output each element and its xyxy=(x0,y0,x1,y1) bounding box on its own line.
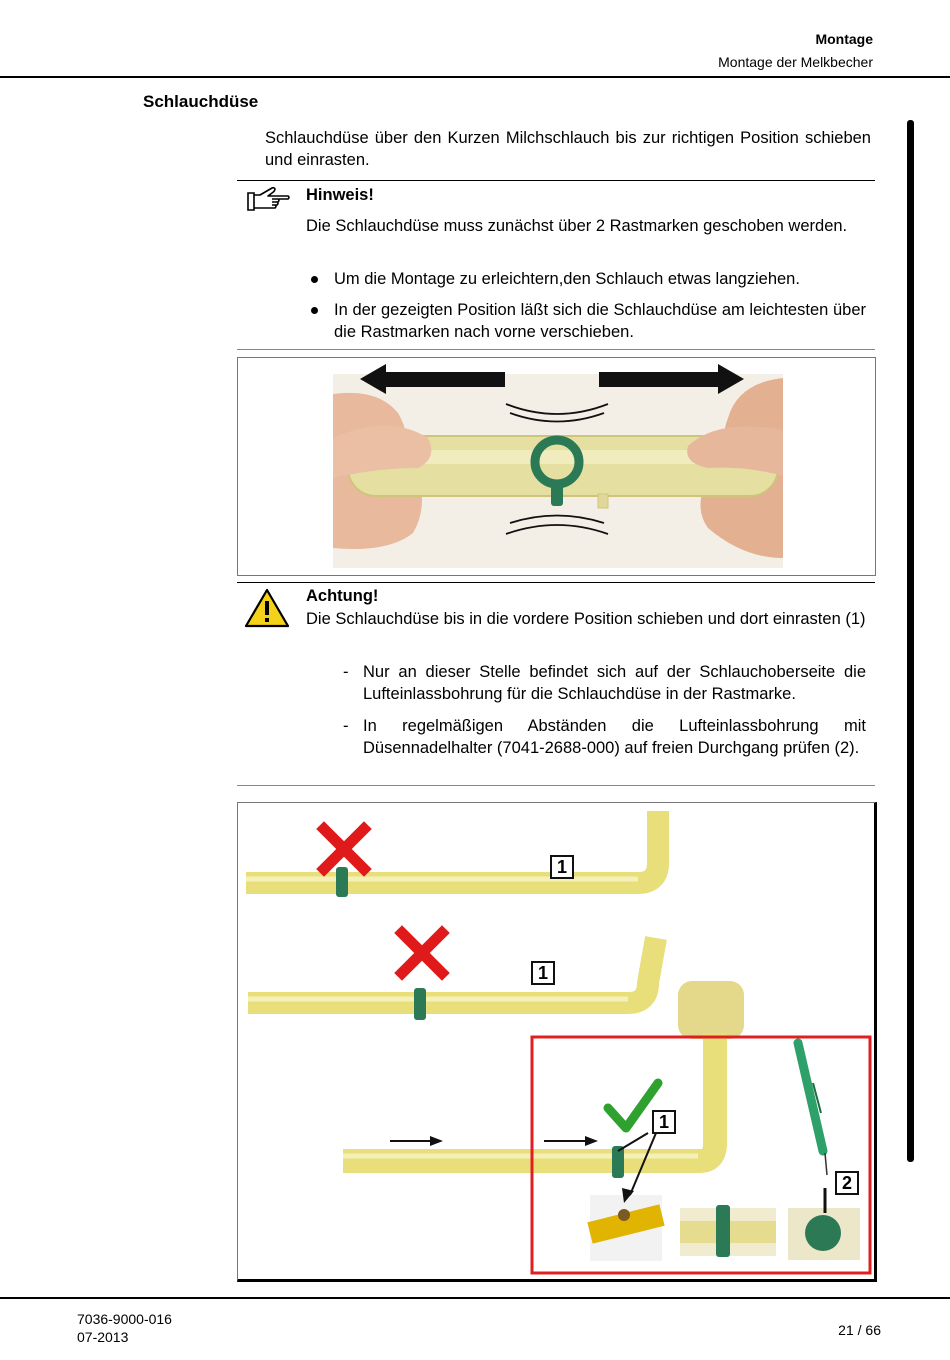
callout-1b: 1 xyxy=(531,961,555,985)
caution-top-rule xyxy=(237,582,875,583)
stretch-hose-illustration xyxy=(238,358,875,575)
footer-divider xyxy=(0,1297,950,1299)
caution-title: Achtung! xyxy=(306,587,379,605)
section-title: Schlauchdüse xyxy=(143,92,259,111)
hint-text: Die Schlauchdüse muss zunächst über 2 Rastmarken geschoben werden. xyxy=(306,217,848,235)
list-item: - In regelmäßigen Abständen die Lufteinlassbohrung mit Düsennadelhalter (7041-2688-000) auf freien Durchgang prüfen (2). xyxy=(343,715,866,759)
header-divider xyxy=(0,76,950,78)
callout-1a: 1 xyxy=(550,855,574,879)
caution-items xyxy=(343,661,866,769)
list-item: Um die Montage zu erleichtern,den Schlauch etwas langziehen. xyxy=(306,268,866,290)
caution-text: Die Schlauchdüse bis in die vordere Position schieben und dort einrasten (1) xyxy=(306,610,866,628)
figure-clip-positions xyxy=(237,802,877,1282)
intro-paragraph: Schlauchdüse über den Kurzen Milchschlauch bis zur richtigen Position schieben und einrasten. xyxy=(265,129,871,169)
list-item: In der gezeigten Position läßt sich die Schlauchdüse am leichtesten über die Rastmarken nach vorne verschieben. xyxy=(306,299,866,343)
callout-2: 2 xyxy=(835,1171,859,1195)
list-item: - Nur an dieser Stelle befindet sich auf der Schlauchoberseite die Lufteinlassbohrung für die Schlauchdüse in der Rastmarke. xyxy=(343,661,866,705)
header-subsection: Montage der Melkbecher xyxy=(718,54,873,70)
header-chapter: Montage xyxy=(815,31,873,47)
doc-date: 07-2013 xyxy=(77,1329,129,1345)
hint-bottom-rule xyxy=(237,349,875,350)
doc-number: 7036-9000-016 xyxy=(77,1311,172,1327)
page-number: 21 / 66 xyxy=(838,1322,881,1338)
change-bar xyxy=(907,120,914,1162)
hint-title: Hinweis! xyxy=(306,186,374,204)
caution-bottom-rule xyxy=(237,785,875,786)
callout-1c: 1 xyxy=(652,1110,676,1134)
hint-top-rule xyxy=(237,180,875,181)
hint-bullets xyxy=(306,268,866,352)
warning-triangle-icon xyxy=(244,588,290,628)
figure-stretch-hose xyxy=(237,357,876,576)
pointing-hand-icon xyxy=(246,186,292,214)
